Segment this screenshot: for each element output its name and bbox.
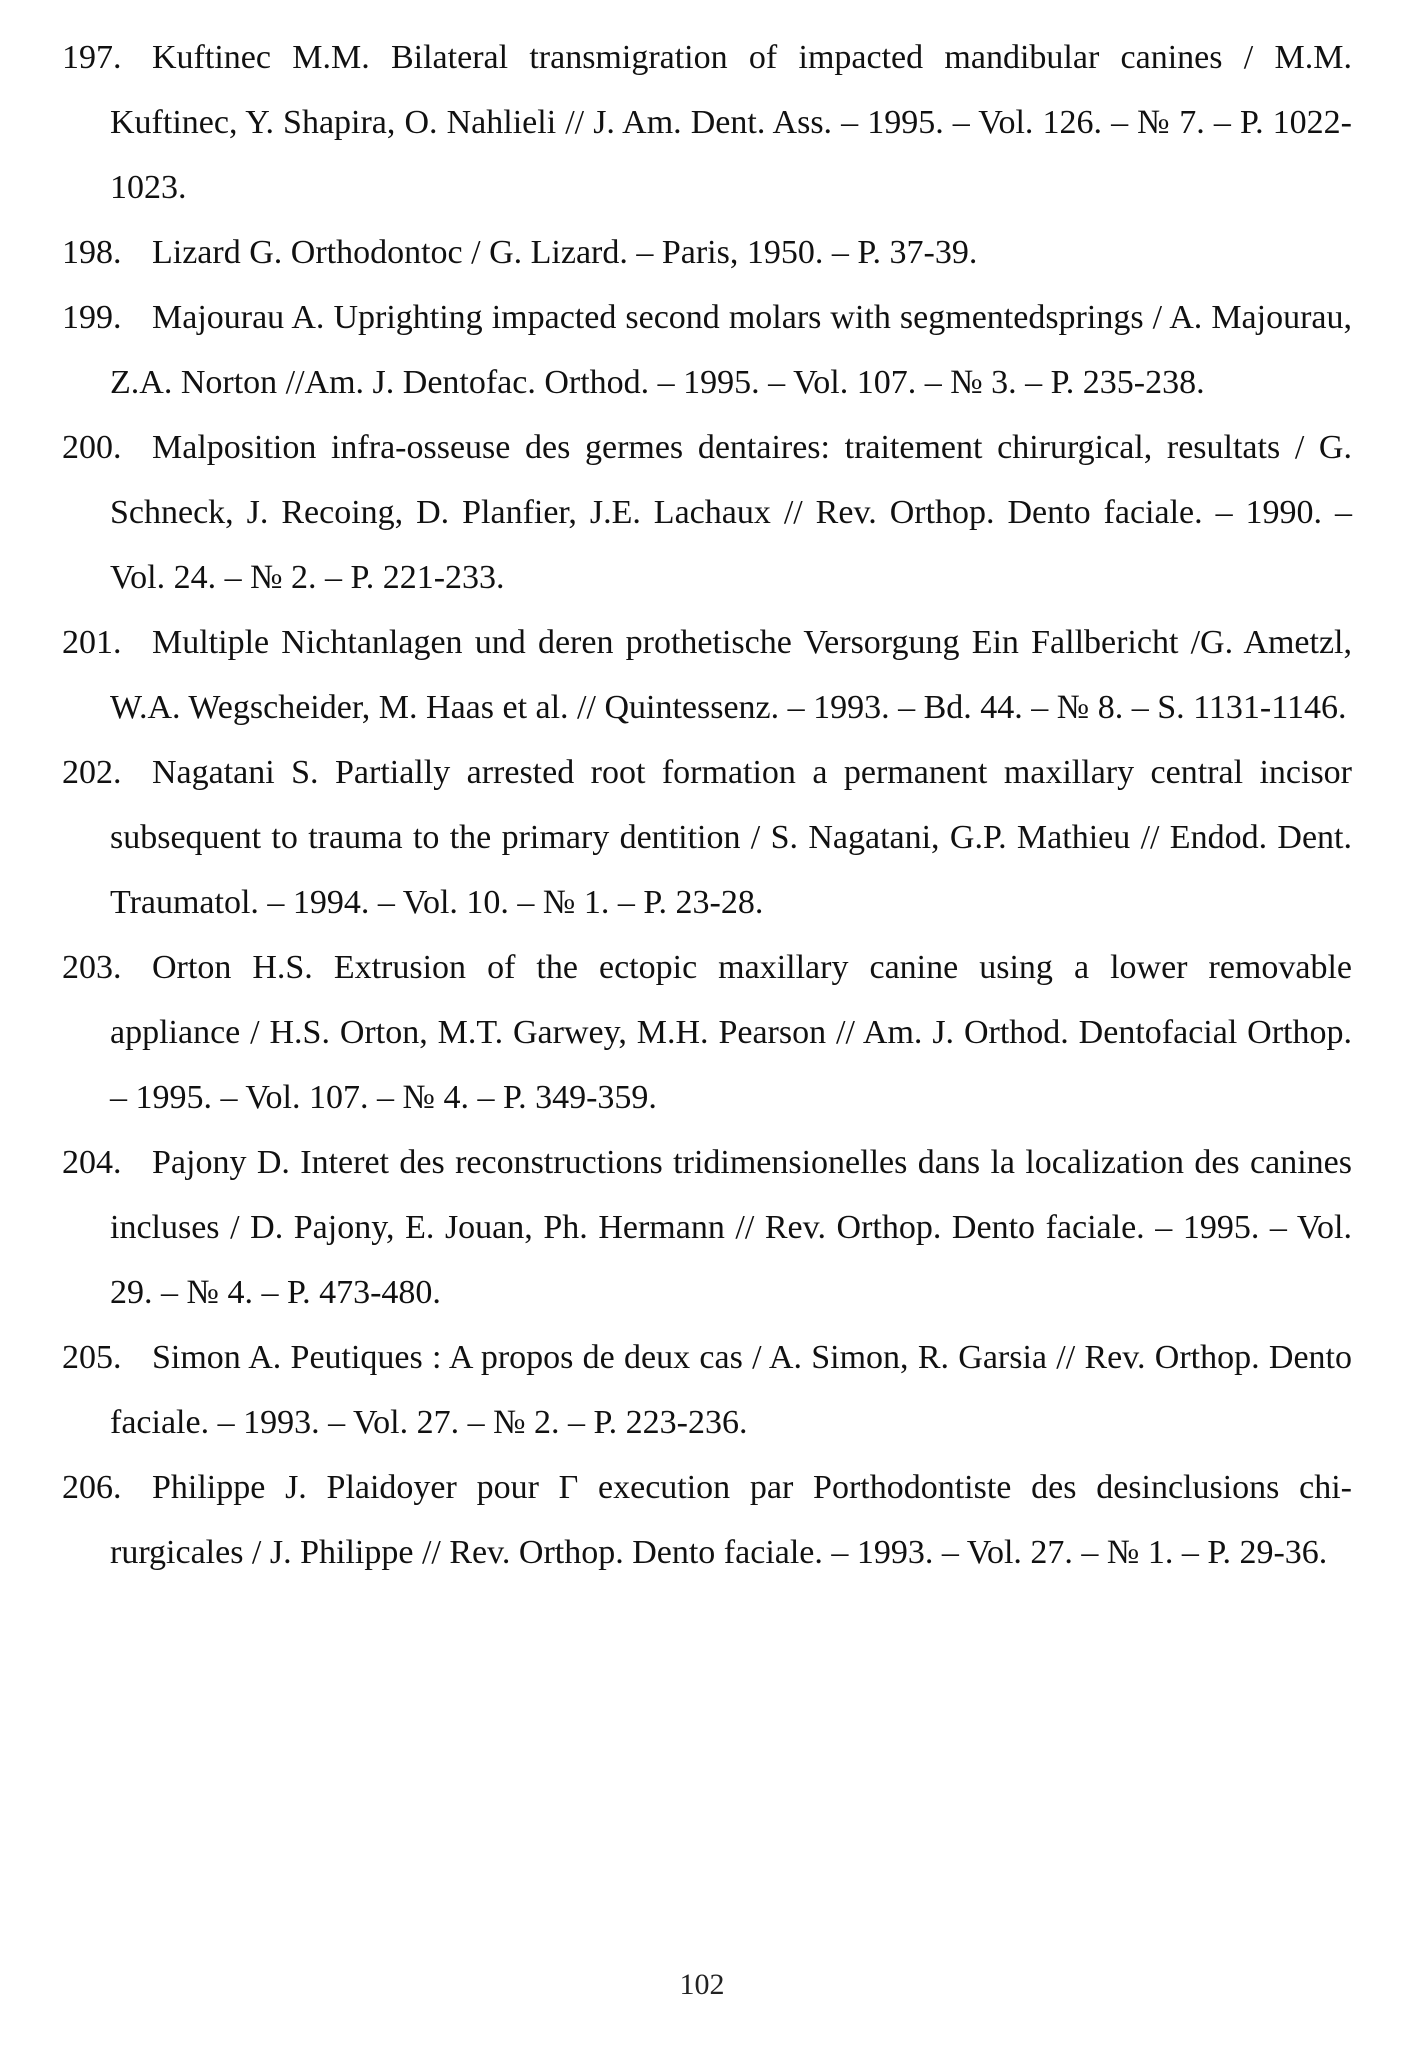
reference-item (62, 610, 1352, 740)
reference-number: 197. (62, 39, 122, 76)
reference-number: 203. (62, 949, 122, 986)
reference-item (62, 415, 1352, 610)
reference-text: Orton H.S. Extrusion of the ectopic maxillary canine using a lower removable appliance / H.S. Orton, M.T. Garwey, M.H. Pearson // Am. J. Orthod. Dentofacial Orthop. – 1995. – Vol. 107. – № 4. – P. 349-359. (110, 949, 1352, 1116)
reference-item (62, 25, 1352, 220)
reference-item (62, 285, 1352, 415)
reference-number: 198. (62, 234, 122, 271)
reference-text: Philippe J. Plaidoyer pour Г execution par Porthodontiste des desinclusions chi- rurgicales / J. Philippe // Rev. Orthop. Dento faciale. – 1993. – Vol. 27. – № 1. – P. 29-36. (110, 1469, 1352, 1571)
reference-item (62, 1130, 1352, 1325)
reference-text: Simon A. Peutiques : A propos de deux cas / A. Simon, R. Garsia // Rev. Orthop. Dento faciale. – 1993. – Vol. 27. – № 2. – P. 223-236. (110, 1339, 1352, 1441)
reference-number: 205. (62, 1339, 122, 1376)
reference-text: Pajony D. Interet des reconstructions tridimensionelles dans la localization des canines incluses / D. Pajony, E. Jouan, Ph. Hermann // Rev. Orthop. Dento faciale. – 1995. – Vol. 29. – № 4. – P. 473-480. (110, 1144, 1352, 1311)
reference-text: Majourau A. Uprighting impacted second molars with segmentedsprings / A. Majourau, Z.A. Norton //Am. J. Dentofac. Orthod. – 1995. – Vol. 107. – № 3. – P. 235-238. (110, 299, 1352, 401)
reference-number: 206. (62, 1469, 122, 1506)
reference-number: 200. (62, 429, 122, 466)
reference-item (62, 1325, 1352, 1455)
reference-text: Malposition infra-osseuse des germes dentaires: traitement chirurgical, resultats / G. Schneck, J. Recoing, D. Planfier, J.E. Lachaux // Rev. Orthop. Dento faciale. – 1990. – Vol. 24. – № 2. – P. 221-233. (110, 429, 1352, 596)
reference-item (62, 740, 1352, 935)
reference-number: 199. (62, 299, 122, 336)
reference-text: Lizard G. Orthodontoc / G. Lizard. – Paris, 1950. – P. 37-39. (152, 234, 978, 271)
reference-item (62, 935, 1352, 1130)
reference-number: 202. (62, 754, 122, 791)
reference-text: Nagatani S. Partially arrested root formation a permanent maxillary central incisor subsequent to trauma to the primary dentition / S. Nagatani, G.P. Mathieu // Endod. Dent. Traumatol. – 1994. – Vol. 10. – № 1. – P. 23-28. (110, 754, 1352, 921)
reference-number: 201. (62, 624, 122, 661)
reference-number: 204. (62, 1144, 122, 1181)
reference-item (62, 220, 1352, 285)
page-number: 102 (679, 1968, 725, 2001)
reference-text: Multiple Nichtanlagen und deren prothetische Versorgung Ein Fallbericht /G. Ametzl, W.A. Wegscheider, M. Haas et al. // Quintessenz. – 1993. – Bd. 44. – № 8. – S. 1131-1146. (110, 624, 1352, 726)
reference-text: Kuftinec M.M. Bilateral transmigration of impacted mandibular canines / M.M. Kuftinec, Y. Shapira, O. Nahlieli // J. Am. Dent. Ass. – 1995. – Vol. 126. – № 7. – P. 1022-1023. (110, 39, 1352, 206)
reference-list (62, 25, 1352, 1585)
reference-item (62, 1455, 1352, 1585)
